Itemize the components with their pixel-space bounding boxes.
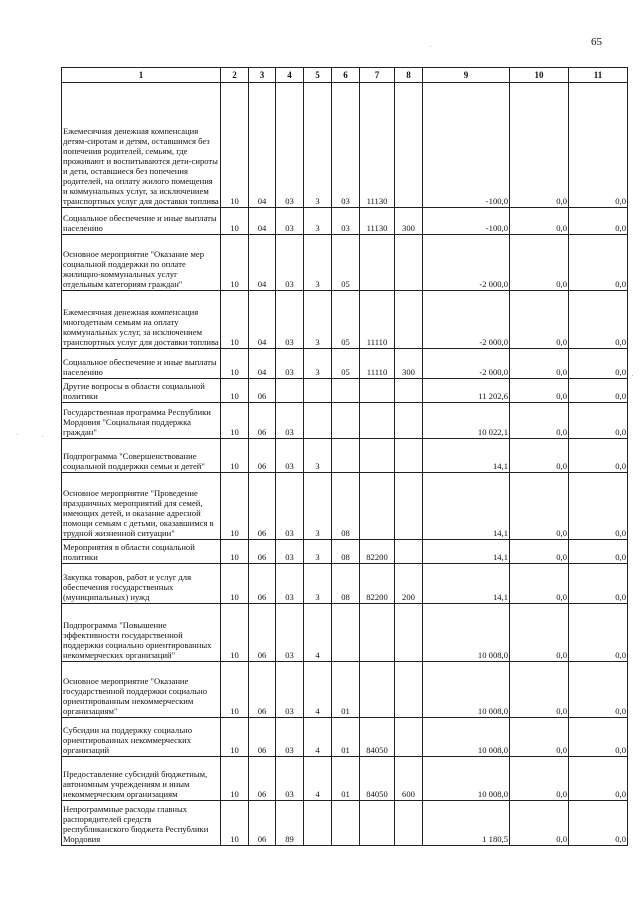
header-col-8: 8 (395, 68, 423, 83)
cell-col-3: 06 (249, 403, 276, 439)
cell-col-10: 0,0 (510, 564, 569, 604)
cell-col-7 (360, 662, 395, 718)
cell-col-10: 0,0 (510, 718, 569, 757)
cell-col-8 (395, 718, 423, 757)
cell-col-11: 0,0 (569, 801, 628, 846)
cell-col-2: 10 (221, 662, 249, 718)
cell-col-4: 03 (276, 83, 304, 208)
row-name: Подпрограмма "Повышение эффективности государственной поддержки социально ориентированных некоммерческих организаций" (62, 604, 221, 662)
cell-col-7: 82200 (360, 540, 395, 564)
header-col-1: 1 (62, 68, 221, 83)
cell-col-8 (395, 473, 423, 540)
cell-col-4: 03 (276, 291, 304, 349)
cell-col-7: 84050 (360, 718, 395, 757)
cell-col-11: 0,0 (569, 473, 628, 540)
header-col-3: 3 (249, 68, 276, 83)
row-name: Предоставление субсидий бюджетным, автономным учреждениям и иным некоммерческим организациям (62, 757, 221, 801)
row-name: Другие вопросы в области социальной политики (62, 379, 221, 403)
cell-col-11: 0,0 (569, 349, 628, 379)
cell-col-7: 84050 (360, 757, 395, 801)
scan-speck (632, 375, 633, 376)
cell-col-7 (360, 379, 395, 403)
cell-col-3: 06 (249, 604, 276, 662)
cell-col-6: 01 (332, 718, 360, 757)
table-row (62, 83, 628, 208)
cell-col-9: -2 000,0 (423, 349, 510, 379)
cell-col-10: 0,0 (510, 403, 569, 439)
row-name: Подпрограмма "Совершенствование социальной поддержки семьи и детей" (62, 439, 221, 473)
table-row (62, 604, 628, 662)
cell-col-2: 10 (221, 208, 249, 235)
cell-col-4: 03 (276, 757, 304, 801)
cell-col-10: 0,0 (510, 473, 569, 540)
cell-col-4: 03 (276, 473, 304, 540)
cell-col-2: 10 (221, 439, 249, 473)
row-name: Государственная программа Республики Мордовия "Социальная поддержка граждан" (62, 403, 221, 439)
cell-col-4: 89 (276, 801, 304, 846)
cell-col-8: 300 (395, 349, 423, 379)
table-body (62, 83, 628, 846)
table-row (62, 235, 628, 291)
cell-col-3: 06 (249, 662, 276, 718)
cell-col-11: 0,0 (569, 403, 628, 439)
cell-col-7 (360, 235, 395, 291)
cell-col-5: 4 (304, 718, 332, 757)
cell-col-8 (395, 83, 423, 208)
cell-col-10: 0,0 (510, 208, 569, 235)
cell-col-10: 0,0 (510, 540, 569, 564)
row-name: Ежемесячная денежная компенсация многодетным семьям на оплату коммунальных услуг, за исключением транспортных услуг для доставки топлива (62, 291, 221, 349)
cell-col-9: 10 008,0 (423, 757, 510, 801)
row-name: Мероприятия в области социальной политики (62, 540, 221, 564)
row-name: Основное мероприятие "Проведение праздничных мероприятий для семей, имеющих детей, и оказание адресной помощи семьям с детьми, оказавшимся в трудной жизненной ситуации" (62, 473, 221, 540)
cell-col-2: 10 (221, 379, 249, 403)
table-row (62, 291, 628, 349)
cell-col-9: 14,1 (423, 564, 510, 604)
table-row (62, 718, 628, 757)
cell-col-2: 10 (221, 83, 249, 208)
cell-col-5: 4 (304, 662, 332, 718)
cell-col-3: 06 (249, 564, 276, 604)
cell-col-8: 300 (395, 208, 423, 235)
table-row (62, 208, 628, 235)
cell-col-5: 3 (304, 349, 332, 379)
cell-col-9: 10 008,0 (423, 718, 510, 757)
cell-col-2: 10 (221, 349, 249, 379)
cell-col-2: 10 (221, 801, 249, 846)
cell-col-7 (360, 604, 395, 662)
cell-col-6: 05 (332, 291, 360, 349)
cell-col-4: 03 (276, 439, 304, 473)
cell-col-10: 0,0 (510, 235, 569, 291)
cell-col-11: 0,0 (569, 379, 628, 403)
cell-col-11: 0,0 (569, 291, 628, 349)
cell-col-10: 0,0 (510, 757, 569, 801)
cell-col-3: 06 (249, 757, 276, 801)
cell-col-2: 10 (221, 291, 249, 349)
cell-col-9: 10 008,0 (423, 662, 510, 718)
cell-col-3: 06 (249, 718, 276, 757)
cell-col-7: 11110 (360, 349, 395, 379)
cell-col-4 (276, 379, 304, 403)
budget-table (61, 67, 628, 846)
cell-col-11: 0,0 (569, 604, 628, 662)
cell-col-7: 11110 (360, 291, 395, 349)
cell-col-5: 3 (304, 473, 332, 540)
table-row (62, 403, 628, 439)
cell-col-11: 0,0 (569, 540, 628, 564)
cell-col-2: 10 (221, 473, 249, 540)
cell-col-9: 10 008,0 (423, 604, 510, 662)
cell-col-6: 05 (332, 349, 360, 379)
cell-col-9: -100,0 (423, 83, 510, 208)
cell-col-8 (395, 403, 423, 439)
cell-col-4: 03 (276, 662, 304, 718)
cell-col-10: 0,0 (510, 439, 569, 473)
row-name: Ежемесячная денежная компенсация детям-сиротам и детям, оставшимся без попечения родителей, семьям, где проживают и воспитываются дети-сироты и дети, оставшиеся без попечения родителей, на оплату жилого помещения и коммунальных услуг, за исключением транспортных услуг для доставки топлива (62, 83, 221, 208)
cell-col-8 (395, 291, 423, 349)
cell-col-4: 03 (276, 235, 304, 291)
cell-col-4: 03 (276, 540, 304, 564)
table-row (62, 439, 628, 473)
cell-col-8: 600 (395, 757, 423, 801)
header-col-5: 5 (304, 68, 332, 83)
cell-col-2: 10 (221, 235, 249, 291)
cell-col-6: 05 (332, 235, 360, 291)
cell-col-4: 03 (276, 208, 304, 235)
cell-col-6: 01 (332, 757, 360, 801)
cell-col-3: 04 (249, 349, 276, 379)
cell-col-5: 3 (304, 439, 332, 473)
header-col-6: 6 (332, 68, 360, 83)
cell-col-4: 03 (276, 403, 304, 439)
cell-col-6 (332, 604, 360, 662)
cell-col-5: 3 (304, 83, 332, 208)
cell-col-7 (360, 403, 395, 439)
cell-col-6: 08 (332, 540, 360, 564)
cell-col-11: 0,0 (569, 564, 628, 604)
cell-col-11: 0,0 (569, 208, 628, 235)
cell-col-6 (332, 403, 360, 439)
cell-col-3: 06 (249, 473, 276, 540)
cell-col-2: 10 (221, 757, 249, 801)
cell-col-9: 1 180,5 (423, 801, 510, 846)
cell-col-9: -2 000,0 (423, 291, 510, 349)
table-row (62, 349, 628, 379)
cell-col-4: 03 (276, 604, 304, 662)
cell-col-8 (395, 235, 423, 291)
table-row (62, 662, 628, 718)
cell-col-9: 11 202,6 (423, 379, 510, 403)
cell-col-11: 0,0 (569, 439, 628, 473)
cell-col-10: 0,0 (510, 604, 569, 662)
cell-col-9: 14,1 (423, 540, 510, 564)
cell-col-2: 10 (221, 604, 249, 662)
cell-col-6: 03 (332, 83, 360, 208)
cell-col-11: 0,0 (569, 718, 628, 757)
cell-col-5: 3 (304, 235, 332, 291)
cell-col-3: 04 (249, 235, 276, 291)
table-row (62, 473, 628, 540)
cell-col-5: 3 (304, 564, 332, 604)
cell-col-10: 0,0 (510, 801, 569, 846)
table-row (62, 379, 628, 403)
cell-col-8: 200 (395, 564, 423, 604)
cell-col-9: 14,1 (423, 473, 510, 540)
cell-col-7 (360, 439, 395, 473)
cell-col-11: 0,0 (569, 757, 628, 801)
cell-col-10: 0,0 (510, 662, 569, 718)
cell-col-11: 0,0 (569, 83, 628, 208)
table-row (62, 801, 628, 846)
cell-col-6: 08 (332, 473, 360, 540)
cell-col-3: 06 (249, 379, 276, 403)
row-name: Непрограммные расходы главных распорядителей средств республиканского бюджета Республики Мордовия (62, 801, 221, 846)
cell-col-3: 06 (249, 540, 276, 564)
cell-col-4: 03 (276, 718, 304, 757)
cell-col-7: 11130 (360, 83, 395, 208)
page-number: 65 (591, 36, 602, 48)
cell-col-6 (332, 801, 360, 846)
cell-col-9: 14,1 (423, 439, 510, 473)
cell-col-10: 0,0 (510, 349, 569, 379)
cell-col-9: -2 000,0 (423, 235, 510, 291)
row-name: Социальное обеспечение и иные выплаты населению (62, 208, 221, 235)
scan-speck (42, 436, 43, 437)
cell-col-5: 4 (304, 757, 332, 801)
cell-col-6: 01 (332, 662, 360, 718)
cell-col-7: 11130 (360, 208, 395, 235)
row-name: Закупка товаров, работ и услуг для обеспечения государственных (муниципальных) нужд (62, 564, 221, 604)
cell-col-6: 08 (332, 564, 360, 604)
scan-speck (17, 434, 18, 435)
cell-col-3: 04 (249, 208, 276, 235)
cell-col-8 (395, 604, 423, 662)
row-name: Основное мероприятие "Оказание государственной поддержки социально ориентированным некоммерческим организациям" (62, 662, 221, 718)
cell-col-5 (304, 801, 332, 846)
cell-col-5 (304, 379, 332, 403)
header-col-9: 9 (423, 68, 510, 83)
cell-col-9: -100,0 (423, 208, 510, 235)
cell-col-10: 0,0 (510, 379, 569, 403)
cell-col-2: 10 (221, 540, 249, 564)
cell-col-6: 03 (332, 208, 360, 235)
cell-col-8 (395, 801, 423, 846)
cell-col-9: 10 022,1 (423, 403, 510, 439)
cell-col-2: 10 (221, 403, 249, 439)
header-col-11: 11 (569, 68, 628, 83)
table-row (62, 564, 628, 604)
cell-col-8 (395, 379, 423, 403)
row-name: Основное мероприятие "Оказание мер социальной поддержки по оплате жилищно-коммунальных услуг отдельным категориям граждан" (62, 235, 221, 291)
cell-col-5: 3 (304, 208, 332, 235)
cell-col-4: 03 (276, 564, 304, 604)
cell-col-5 (304, 403, 332, 439)
cell-col-3: 04 (249, 291, 276, 349)
cell-col-7 (360, 473, 395, 540)
cell-col-6 (332, 379, 360, 403)
cell-col-3: 04 (249, 83, 276, 208)
cell-col-4: 03 (276, 349, 304, 379)
table-row (62, 757, 628, 801)
cell-col-8 (395, 439, 423, 473)
scan-speck (430, 46, 431, 47)
header-col-4: 4 (276, 68, 304, 83)
cell-col-7 (360, 801, 395, 846)
table-row (62, 540, 628, 564)
cell-col-7: 82200 (360, 564, 395, 604)
header-col-10: 10 (510, 68, 569, 83)
cell-col-3: 06 (249, 439, 276, 473)
row-name: Социальное обеспечение и иные выплаты населению (62, 349, 221, 379)
cell-col-10: 0,0 (510, 291, 569, 349)
cell-col-5: 3 (304, 291, 332, 349)
cell-col-5: 3 (304, 540, 332, 564)
header-col-2: 2 (221, 68, 249, 83)
cell-col-3: 06 (249, 801, 276, 846)
cell-col-10: 0,0 (510, 83, 569, 208)
header-col-7: 7 (360, 68, 395, 83)
cell-col-2: 10 (221, 718, 249, 757)
cell-col-2: 10 (221, 564, 249, 604)
row-name: Субсидии на поддержку социально ориентированных некоммерческих организаций (62, 718, 221, 757)
cell-col-8 (395, 540, 423, 564)
cell-col-11: 0,0 (569, 235, 628, 291)
cell-col-5: 4 (304, 604, 332, 662)
header-row (62, 68, 628, 83)
cell-col-6 (332, 439, 360, 473)
cell-col-11: 0,0 (569, 662, 628, 718)
cell-col-8 (395, 662, 423, 718)
